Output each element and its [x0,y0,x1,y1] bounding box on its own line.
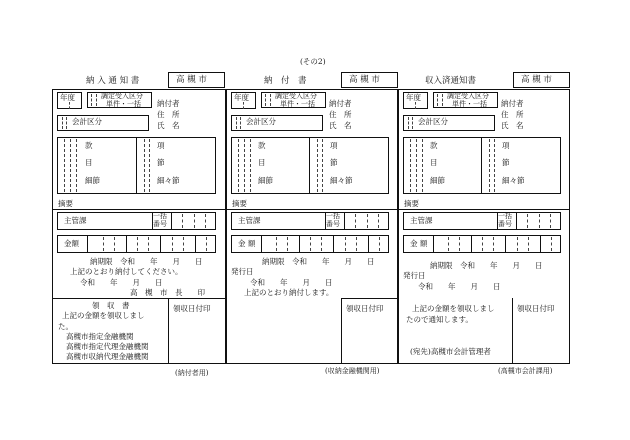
payer-label: 納付者 [329,99,352,108]
payer-label: 納付者 [501,99,524,108]
divider [415,102,416,109]
divider [91,94,92,106]
due-date: 納期限 令和 年 月 日 [430,261,543,270]
chotei-label: 調定受入区分 [101,92,143,100]
divider [287,237,288,251]
message-line-1: 上記のとおり納付してください。 [70,267,183,276]
divider [355,214,356,228]
saisaisetsu-label: 細々節 [502,176,525,185]
divider [160,235,161,253]
divider [66,117,67,129]
city-name: 高 槻 市 [176,75,207,85]
ko-label: 項 [157,141,165,150]
message-line-1: 令和 年 月 日 [418,282,501,291]
divider [412,117,413,129]
divider [539,214,540,228]
divider [52,209,226,210]
shukan-label: 主管課 [238,216,261,225]
shukan-label: 主管課 [410,216,433,225]
divider [194,214,195,228]
divider [309,137,310,194]
divider [69,102,70,109]
address-label: 住 所 [501,110,524,119]
divider [398,209,570,210]
divider [550,214,551,228]
saimoku-label: 細節 [85,176,100,185]
kaikei-label: 会計区分 [418,117,448,126]
account-table [403,137,561,194]
stamp-label: 領収日付印 [346,304,384,313]
divider [379,237,380,251]
kingaku-label: 金額 [64,239,79,248]
divider [516,212,517,230]
bango-label: 番号 [498,220,512,228]
issue-date-label: 発行日 [403,271,426,280]
tekiyo-label: 摘要 [58,199,73,208]
kingaku-label: 金 額 [238,239,256,248]
divider [527,214,528,228]
divider [356,237,357,251]
kaikei-box [403,115,495,131]
column-footer: (高槻市会計課用) [498,367,553,375]
divider [261,235,262,253]
divider [238,139,239,192]
address-label: 住 所 [157,110,180,119]
nendo-label: 年度 [406,93,421,102]
divider [344,212,345,230]
due-date: 納期限 令和 年 月 日 [262,257,375,266]
divider [149,139,150,192]
ko-label: 項 [330,141,338,150]
divider [494,139,495,192]
receipt-line-1: 上記の金額を領収しまし [62,311,145,320]
name-label: 氏 名 [329,121,352,130]
divider [378,214,379,228]
chotei-sub: 単件・一括 [106,100,141,108]
divider [367,214,368,228]
chotei-sub: 単件・一括 [280,100,315,108]
message-line-2: 上記のとおり納付します。 [244,288,334,297]
receipt-title: 領 収 書 [92,301,130,310]
divider [64,139,65,192]
divider [76,139,77,192]
form-title: 収入済通知書 [425,76,477,86]
message-line-2: 令和 年 月 日 [80,278,163,287]
divider [240,117,241,129]
saisaisetsu-label: 細々節 [330,176,353,185]
kan-label: 款 [258,141,266,150]
divider [172,237,173,251]
divider [416,139,417,192]
divider [482,237,483,251]
divider [183,237,184,251]
divider [171,212,172,230]
divider [408,117,409,129]
kaikei-label: 会計区分 [72,117,102,126]
divider [62,117,63,129]
divider [437,94,438,106]
divider [345,237,346,251]
divider [195,235,196,253]
divider [70,139,71,192]
divider [136,137,137,194]
divider [310,237,311,251]
stamp-label: 領収日付印 [173,304,211,313]
ikkatsu-label: 一括 [498,212,512,220]
divider [551,237,552,251]
divider [148,237,149,251]
name-label: 氏 名 [157,121,180,130]
divider [540,235,541,253]
divider [87,235,88,253]
tekiyo-label: 摘要 [404,199,419,208]
stamp-label: 領収日付印 [517,304,555,313]
divider [512,298,513,364]
kaikei-box [231,115,323,131]
divider [341,298,342,364]
divider [270,94,271,106]
moku-label: 目 [85,158,93,167]
moku-label: 目 [258,158,266,167]
divider [493,237,494,251]
sender-label: (宛先)高槻市会計管理者 [410,347,491,356]
divider [276,237,277,251]
city-name: 高 槻 市 [349,75,380,85]
saimoku-label: 細節 [430,176,445,185]
divider [322,139,323,192]
divider [442,94,443,106]
divider [517,237,518,251]
kaikei-box [57,115,149,131]
divider [368,235,369,253]
setsu-label: 節 [330,158,338,167]
divider [317,139,318,192]
receipt-line-2: たので通知します。 [406,315,473,324]
divider [52,298,226,299]
divider [236,117,237,129]
ikkatsu-label: 一括 [153,212,167,220]
divider [96,94,97,106]
divider [126,235,127,253]
kan-label: 款 [85,141,93,150]
moku-label: 目 [430,158,438,167]
bank-line-2: 高槻市指定代理金融機関 [66,342,149,351]
divider [471,235,472,253]
divider [341,298,398,299]
divider [299,235,300,253]
chotei-label: 調定受入区分 [447,92,489,100]
saisaisetsu-label: 細々節 [157,176,180,185]
setsu-label: 節 [157,158,165,167]
divider [182,214,183,228]
chotei-sub: 単件・一括 [452,100,487,108]
message-line-1: 令和 年 月 日 [250,278,333,287]
bango-label: 番号 [153,220,167,228]
divider [265,94,266,106]
divider [422,139,423,192]
divider [250,139,251,192]
divider [333,235,334,253]
city-name: 高 槻 市 [521,75,552,85]
divider [168,298,169,364]
issue-date-label: 発行日 [231,267,254,276]
saimoku-label: 細節 [258,176,273,185]
divider [114,237,115,251]
form-title: 納 付 書 [264,76,307,86]
divider [528,237,529,251]
divider [410,139,411,192]
divider [137,237,138,251]
divider [244,139,245,192]
kingaku-label: 金 額 [410,239,428,248]
divider [433,235,434,253]
divider [243,102,244,109]
column-footer: (収納金融機関用) [325,367,380,375]
tekiyo-label: 摘要 [232,199,247,208]
divider [103,237,104,251]
divider [144,139,145,192]
address-label: 住 所 [329,110,352,119]
chotei-label: 調定受入区分 [275,92,317,100]
divider [205,214,206,228]
shukan-label: 主管課 [64,216,87,225]
divider [206,237,207,251]
due-date: 納期限 令和 年 月 日 [90,257,203,266]
ikkatsu-label: 一括 [326,212,340,220]
ko-label: 項 [502,141,510,150]
divider [489,139,490,192]
payer-label: 納付者 [157,99,180,108]
account-table [231,137,389,194]
bank-line-1: 高槻市指定金融機関 [66,332,134,341]
divider [448,237,449,251]
kaikei-label: 会計区分 [246,117,276,126]
message-line-3: 高 槻 市 長 印 [130,288,205,297]
form-title: 納 入 通 知 書 [86,76,140,86]
sheet-label: (その2) [300,57,326,66]
divider [321,237,322,251]
divider [459,237,460,251]
name-label: 氏 名 [501,121,524,130]
divider [505,235,506,253]
receipt-line-1: 上記の金額を領収しまし [412,304,495,313]
nendo-label: 年度 [60,93,75,102]
divider [226,209,398,210]
divider [481,137,482,194]
column-footer: (納付者用) [175,369,209,377]
kan-label: 款 [430,141,438,150]
bango-label: 番号 [326,220,340,228]
nendo-label: 年度 [234,93,249,102]
receipt-line-2: た。 [58,322,73,331]
bank-line-3: 高槻市収納代理金融機関 [66,352,149,361]
setsu-label: 節 [502,158,510,167]
